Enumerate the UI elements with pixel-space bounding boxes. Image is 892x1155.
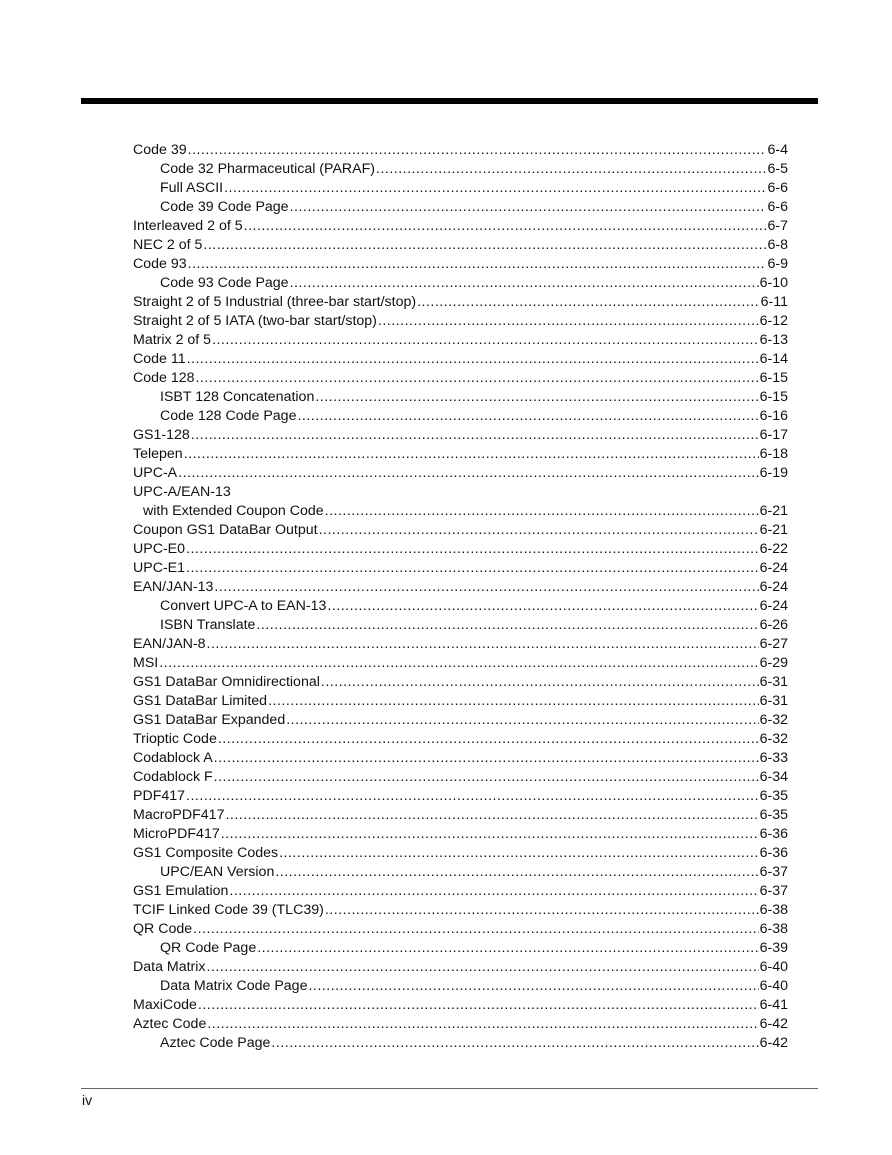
toc-dot-leader [271, 1034, 758, 1053]
toc-entry-title: Codablock A [133, 750, 213, 766]
toc-entry-title: Code 93 [133, 256, 187, 272]
toc-entry-page: 6-19 [759, 465, 788, 481]
toc-entry-page: 6-8 [767, 237, 788, 253]
toc-dot-leader [225, 806, 758, 825]
toc-dot-leader [376, 160, 766, 179]
toc-dot-leader [286, 711, 758, 730]
toc-dot-leader [186, 559, 759, 578]
toc-entry[interactable] [133, 331, 788, 350]
header-rule [81, 98, 818, 104]
toc-entry-page: 6-37 [759, 864, 788, 880]
toc-entry-title: ISBT 128 Concatenation [160, 389, 315, 405]
toc-entry-title: MicroPDF417 [133, 826, 220, 842]
toc-entry-page: 6-14 [759, 351, 788, 367]
toc-entry-title: MacroPDF417 [133, 807, 225, 823]
toc-entry[interactable] [133, 578, 788, 597]
toc-dot-leader [325, 502, 759, 521]
toc-entry-title: UPC/EAN Version [160, 864, 275, 880]
toc-entry[interactable] [133, 825, 788, 844]
toc-entry-title: Telepen [133, 446, 183, 462]
toc-entry-page: 6-36 [759, 845, 788, 861]
toc-entry-page: 6-17 [759, 427, 788, 443]
toc-dot-leader [188, 255, 767, 274]
toc-entry[interactable] [133, 673, 788, 692]
toc-dot-leader [187, 350, 759, 369]
toc-entry[interactable] [133, 445, 788, 464]
toc-entry-title: Aztec Code [133, 1016, 207, 1032]
toc-entry-page: 6-11 [760, 294, 788, 310]
toc-entry-title: GS1 DataBar Expanded [133, 712, 286, 728]
toc-entry-title: EAN/JAN-13 [133, 579, 214, 595]
toc-dot-leader [325, 901, 759, 920]
toc-entry-title: QR Code Page [160, 940, 257, 956]
toc-entry-title: TCIF Linked Code 39 (TLC39) [133, 902, 324, 918]
toc-entry-title: GS1 DataBar Omnidirectional [133, 674, 320, 690]
toc-entry-title: Codablock F [133, 769, 213, 785]
toc-entry[interactable] [133, 502, 788, 521]
toc-entry-page: 6-10 [759, 275, 788, 291]
toc-entry-title: Code 93 Code Page [160, 275, 289, 291]
toc-dot-leader [196, 369, 759, 388]
toc-dot-leader [207, 1015, 758, 1034]
toc-dot-leader [308, 977, 758, 996]
toc-entry-page: 6-15 [759, 389, 788, 405]
toc-entry[interactable] [133, 958, 788, 977]
toc-entry-page: 6-42 [759, 1016, 788, 1032]
toc-entry-page: 6-36 [759, 826, 788, 842]
toc-entry-page: 6-26 [759, 617, 788, 633]
toc-entry[interactable] [133, 388, 788, 407]
toc-entry-title: Convert UPC-A to EAN-13 [160, 598, 327, 614]
toc-dot-leader [319, 521, 759, 540]
toc-dot-leader [159, 654, 758, 673]
toc-entry[interactable] [133, 483, 788, 502]
toc-entry[interactable] [133, 179, 788, 198]
toc-entry[interactable] [133, 217, 788, 236]
toc-entry-page: 6-33 [759, 750, 788, 766]
toc-entry[interactable] [133, 312, 788, 331]
toc-entry-page: 6-34 [759, 769, 788, 785]
toc-entry-page: 6-38 [759, 902, 788, 918]
toc-dot-leader [297, 407, 758, 426]
toc-entry-page: 6-35 [759, 788, 788, 804]
toc-entry-page: 6-6 [767, 199, 788, 215]
toc-entry[interactable] [133, 293, 788, 312]
toc-entry-page: 6-39 [759, 940, 788, 956]
toc-entry[interactable] [133, 920, 788, 939]
toc-entry[interactable] [133, 236, 788, 255]
toc-dot-leader [207, 635, 759, 654]
footer-rule [81, 1088, 818, 1089]
toc-entry-page: 6-31 [759, 693, 788, 709]
toc-entry-title: GS1 DataBar Limited [133, 693, 268, 709]
toc-entry[interactable] [133, 198, 788, 217]
toc-entry-title: QR Code [133, 921, 193, 937]
toc-entry-title: UPC-A/EAN-13 [133, 484, 231, 500]
toc-entry[interactable] [133, 141, 788, 160]
toc-dot-leader [256, 616, 758, 635]
toc-entry[interactable] [133, 939, 788, 958]
toc-entry-title: GS1-128 [133, 427, 190, 443]
table-of-contents [133, 141, 788, 1053]
toc-entry[interactable] [133, 654, 788, 673]
toc-entry-title: PDF417 [133, 788, 186, 804]
toc-entry-page: 6-32 [759, 712, 788, 728]
toc-entry-title: Interleaved 2 of 5 [133, 218, 243, 234]
toc-entry-title: Matrix 2 of 5 [133, 332, 212, 348]
toc-entry-title: EAN/JAN-8 [133, 636, 206, 652]
toc-dot-leader [188, 141, 767, 160]
toc-entry-title: with Extended Coupon Code [143, 503, 324, 519]
toc-entry[interactable] [133, 768, 788, 787]
toc-entry[interactable] [133, 635, 788, 654]
toc-entry-title: Code 11 [133, 351, 186, 367]
toc-entry[interactable] [133, 521, 788, 540]
toc-entry-title: Data Matrix [133, 959, 206, 975]
toc-dot-leader [244, 217, 767, 236]
toc-dot-leader [417, 293, 760, 312]
toc-entry[interactable] [133, 255, 788, 274]
toc-entry[interactable] [133, 274, 788, 293]
toc-entry[interactable] [133, 1015, 788, 1034]
toc-entry-title: UPC-A [133, 465, 178, 481]
toc-dot-leader [321, 673, 759, 692]
toc-entry-title: UPC-E0 [133, 541, 186, 557]
toc-entry-page: 6-42 [759, 1035, 788, 1051]
toc-dot-leader [378, 312, 759, 331]
toc-dot-leader [184, 445, 759, 464]
toc-entry-title: Code 128 Code Page [160, 408, 297, 424]
toc-entry-page: 6-18 [759, 446, 788, 462]
toc-entry[interactable] [133, 749, 788, 768]
toc-entry[interactable] [133, 901, 788, 920]
toc-entry-page: 6-40 [759, 978, 788, 994]
toc-entry[interactable] [133, 806, 788, 825]
toc-entry-page: 6-5 [767, 161, 788, 177]
toc-dot-leader [198, 996, 759, 1015]
toc-entry-page: 6-38 [759, 921, 788, 937]
toc-dot-leader [290, 274, 759, 293]
toc-entry[interactable] [133, 730, 788, 749]
toc-dot-leader [275, 863, 758, 882]
toc-dot-leader [207, 958, 759, 977]
toc-dot-leader [186, 540, 759, 559]
toc-entry-page: 6-12 [759, 313, 788, 329]
toc-entry-page: 6-35 [759, 807, 788, 823]
toc-dot-leader [212, 331, 759, 350]
toc-dot-leader [221, 825, 759, 844]
toc-entry-title: MSI [133, 655, 159, 671]
toc-entry-page: 6-7 [767, 218, 788, 234]
toc-entry-page: 6-32 [759, 731, 788, 747]
toc-entry-page: 6-16 [759, 408, 788, 424]
toc-entry-page: 6-37 [759, 883, 788, 899]
toc-entry-page: 6-15 [759, 370, 788, 386]
toc-dot-leader [290, 198, 767, 217]
toc-entry[interactable] [133, 540, 788, 559]
toc-dot-leader [218, 730, 759, 749]
toc-entry-page: 6-13 [759, 332, 788, 348]
toc-entry-title: Code 128 [133, 370, 195, 386]
toc-dot-leader [214, 578, 758, 597]
toc-entry[interactable] [133, 407, 788, 426]
toc-entry-title: Straight 2 of 5 Industrial (three-bar start/stop) [133, 294, 417, 310]
toc-dot-leader [214, 768, 759, 787]
toc-entry-page: 6-41 [759, 997, 788, 1013]
toc-entry-page: 6-27 [759, 636, 788, 652]
toc-entry-title: Data Matrix Code Page [160, 978, 308, 994]
toc-entry-title: Straight 2 of 5 IATA (two-bar start/stop) [133, 313, 377, 329]
toc-entry[interactable] [133, 160, 788, 179]
toc-dot-leader [315, 388, 758, 407]
toc-entry[interactable] [133, 844, 788, 863]
toc-entry[interactable] [133, 977, 788, 996]
toc-dot-leader [203, 236, 766, 255]
toc-entry[interactable] [133, 996, 788, 1015]
toc-entry-page: 6-24 [759, 560, 788, 576]
toc-entry-title: Trioptic Code [133, 731, 217, 747]
toc-entry[interactable] [133, 882, 788, 901]
toc-entry-page: 6-21 [759, 522, 788, 538]
toc-entry[interactable] [133, 863, 788, 882]
toc-entry[interactable] [133, 711, 788, 730]
toc-entry-title: Code 39 Code Page [160, 199, 289, 215]
toc-entry-page: 6-24 [759, 598, 788, 614]
toc-entry-title: Aztec Code Page [160, 1035, 271, 1051]
toc-entry[interactable] [133, 464, 788, 483]
toc-entry-title: UPC-E1 [133, 560, 186, 576]
toc-entry[interactable] [133, 350, 788, 369]
toc-dot-leader [257, 939, 758, 958]
toc-entry-page: 6-4 [767, 142, 788, 158]
toc-entry-page: 6-6 [767, 180, 788, 196]
toc-dot-leader [279, 844, 758, 863]
toc-entry-page: 6-29 [759, 655, 788, 671]
toc-entry[interactable] [133, 426, 788, 445]
toc-entry[interactable] [133, 1034, 788, 1053]
toc-dot-leader [178, 464, 758, 483]
toc-dot-leader [186, 787, 759, 806]
toc-dot-leader [193, 920, 758, 939]
toc-dot-leader [327, 597, 758, 616]
toc-dot-leader [191, 426, 759, 445]
toc-dot-leader [214, 749, 759, 768]
toc-dot-leader [268, 692, 759, 711]
toc-entry-title: Code 39 [133, 142, 187, 158]
toc-entry-title: MaxiCode [133, 997, 197, 1013]
toc-entry[interactable] [133, 559, 788, 578]
toc-entry-title: GS1 Composite Codes [133, 845, 279, 861]
toc-entry-title: Full ASCII [160, 180, 224, 196]
toc-entry-title: Code 32 Pharmaceutical (PARAF) [160, 161, 376, 177]
toc-entry[interactable] [133, 692, 788, 711]
toc-dot-leader [229, 882, 758, 901]
toc-dot-leader [224, 179, 766, 198]
toc-entry[interactable] [133, 597, 788, 616]
toc-entry-title: ISBN Translate [160, 617, 256, 633]
toc-entry-page: 6-40 [759, 959, 788, 975]
toc-entry-page: 6-9 [767, 256, 788, 272]
page-number: iv [82, 1092, 93, 1108]
toc-entry-title: Coupon GS1 DataBar Output [133, 522, 318, 538]
toc-entry-page: 6-22 [759, 541, 788, 557]
toc-entry-page: 6-21 [759, 503, 788, 519]
toc-entry-title: GS1 Emulation [133, 883, 229, 899]
toc-entry[interactable] [133, 787, 788, 806]
toc-entry[interactable] [133, 616, 788, 635]
toc-entry-title: NEC 2 of 5 [133, 237, 203, 253]
toc-entry-page: 6-31 [759, 674, 788, 690]
toc-entry[interactable] [133, 369, 788, 388]
toc-entry-page: 6-24 [759, 579, 788, 595]
